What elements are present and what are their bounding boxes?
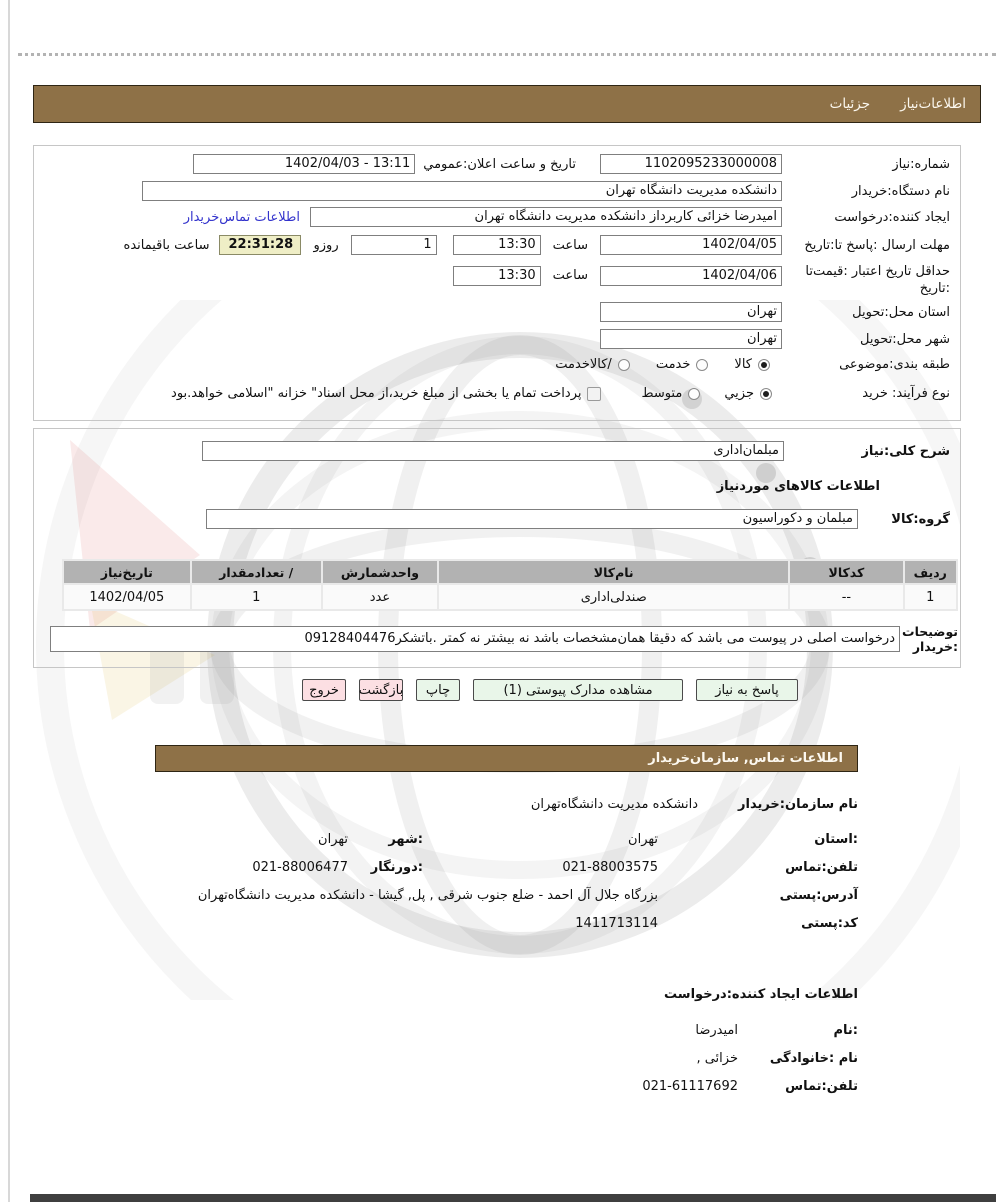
- col-quantity: / تعدادمقدار: [192, 561, 321, 583]
- delivery-province-label: استان محل:تحویل: [852, 304, 950, 320]
- back-button[interactable]: بازگشت: [359, 679, 403, 701]
- deadline-hour-label: ساعت: [552, 237, 588, 253]
- treasury-checkbox[interactable]: [587, 387, 601, 401]
- buyer-contact-section: [155, 782, 858, 942]
- cell-unit: عدد: [323, 585, 437, 609]
- validity-label: حداقل تاریخ اعتبار :قیمت‌تا :تاریخ: [805, 264, 950, 296]
- city-label: :شهر: [388, 831, 423, 847]
- cell-item-name: صندلی‌اداری: [439, 585, 788, 609]
- announce-input[interactable]: 1402/04/03 - 13:11: [193, 154, 415, 174]
- city-value: تهران: [318, 831, 348, 847]
- address-value: بزرگاه جلال آل احمد - ضلع جنوب شرقی , پل, گیشا - دانشکده مدیریت دانشگاه‌تهران: [197, 887, 658, 903]
- cell-item-code: --: [790, 585, 902, 609]
- cell-quantity: 1: [192, 585, 321, 609]
- deadline-date-input[interactable]: 1402/04/05: [600, 235, 782, 255]
- goods-group-label: گروه:کالا: [891, 511, 950, 527]
- cell-row-number: 1: [905, 585, 956, 609]
- postal-code-label: کد:پستی: [801, 915, 858, 931]
- treasury-checkbox-label: پرداخت تمام یا بخشی از مبلغ خرید،از محل اسناد" خزانه "اسلامی خواهد.بود: [171, 386, 582, 401]
- need-number-label: شماره:نیاز: [892, 156, 950, 172]
- phone-label: تلفن:تماس: [785, 859, 858, 875]
- creator-phone-label: تلفن:تماس: [785, 1078, 858, 1094]
- org-input[interactable]: دانشکده مدیریت دانشگاه تهران: [142, 181, 782, 201]
- tab-need-info[interactable]: اطلاعات‌نیاز: [900, 96, 966, 112]
- address-label: آدرس:پستی: [779, 887, 858, 903]
- org-name-value: دانشکده مدیریت دانشگاه‌تهران: [530, 796, 698, 812]
- radio-medium[interactable]: [688, 388, 700, 400]
- col-unit: واحدشمارش: [323, 561, 437, 583]
- reply-to-need-button[interactable]: پاسخ به نیاز: [696, 679, 798, 701]
- radio-service-label: خدمت: [655, 357, 691, 372]
- creator-family-value: خزائی ,: [696, 1050, 738, 1066]
- remaining-timer: 22:31:28: [219, 235, 301, 255]
- need-description-label: شرح کلی:نیاز: [861, 443, 950, 459]
- col-row-number: ردیف: [905, 561, 956, 583]
- validity-date-input[interactable]: 1402/04/06: [600, 266, 782, 286]
- deadline-time-input[interactable]: 13:30: [453, 235, 541, 255]
- remaining-label: ساعت باقیمانده: [123, 237, 210, 253]
- delivery-city-label: شهر محل:تحویل: [860, 331, 950, 347]
- creator-family-label: نام :خانوادگی: [769, 1050, 858, 1066]
- buyer-contact-header: اطلاعات تماس, سازمان‌خریدار: [155, 745, 858, 772]
- items-table: [62, 559, 958, 611]
- classification-label: طبقه بندی:موضوعی: [839, 357, 950, 372]
- org-name-label: نام سازمان:خریدار: [738, 796, 858, 812]
- radio-service[interactable]: [696, 359, 708, 371]
- action-buttons: [212, 679, 798, 703]
- dotted-separator: [18, 53, 996, 56]
- province-label: :استان: [814, 831, 858, 847]
- deadline-label: مهلت ارسال :پاسخ تا:تاریخ: [804, 237, 950, 253]
- delivery-city-input[interactable]: تهران: [600, 329, 782, 349]
- radio-minor-label: جزیي: [724, 386, 754, 401]
- radio-minor-selected[interactable]: [760, 388, 772, 400]
- radio-medium-label: متوسط: [641, 386, 683, 401]
- buyer-contact-link[interactable]: اطلاعات تماس‌خریدار: [183, 209, 300, 225]
- org-label: نام دستگاه:خریدار: [851, 183, 950, 199]
- fax-value: 021-88006477: [252, 859, 348, 875]
- cell-need-date: 1402/04/05: [64, 585, 190, 609]
- creator-phone-value: 021-61117692: [642, 1078, 738, 1094]
- exit-button[interactable]: خروج: [302, 679, 346, 701]
- need-description-input[interactable]: مبلمان‌اداری: [202, 441, 784, 461]
- goods-group-input[interactable]: مبلمان و دکوراسیون: [206, 509, 858, 529]
- goods-info-heading: اطلاعات کالاهای موردنیاز: [716, 479, 880, 494]
- buyer-notes-label: توضیحات :خریدار: [902, 624, 958, 654]
- table-row[interactable]: [64, 585, 956, 609]
- need-number-input[interactable]: 1102095233000008: [600, 154, 782, 174]
- print-button[interactable]: چاپ: [416, 679, 460, 701]
- request-creator-input[interactable]: امیدرضا خزائی کاربرداز دانشکده مدیریت دانشگاه تهران: [310, 207, 782, 227]
- radio-goods-service[interactable]: [618, 359, 630, 371]
- validity-time-input[interactable]: 13:30: [453, 266, 541, 286]
- bottom-bar: [30, 1194, 996, 1202]
- need-items-panel: [33, 428, 961, 668]
- view-attachments-button[interactable]: مشاهده مدارک پیوستی (1): [473, 679, 683, 701]
- days-label: روزو: [313, 237, 339, 253]
- creator-name-label: :نام: [833, 1022, 858, 1038]
- col-need-date: تاریخ‌نیاز: [64, 561, 190, 583]
- creator-heading: اطلاعات ایجاد کننده:درخواست: [664, 986, 858, 1002]
- top-tab-bar: [33, 85, 981, 123]
- announce-label: تاریخ و ساعت اعلان:عمومي: [423, 156, 576, 172]
- col-item-code: کدکالا: [790, 561, 902, 583]
- request-creator-label: ایجاد کننده:درخواست: [834, 209, 950, 225]
- request-creator-section: [155, 983, 858, 1113]
- province-value: تهران: [628, 831, 658, 847]
- days-input[interactable]: 1: [351, 235, 437, 255]
- validity-hour-label: ساعت: [552, 268, 588, 283]
- radio-goods-service-label: /کالاخدمت: [555, 357, 612, 372]
- buyer-notes-input[interactable]: درخواست اصلی در پیوست می باشد که دقیقا همان‌مشخصات باشد نه بیشتر نه کمتر .باتشکر09128404476: [50, 626, 900, 652]
- radio-goods-label: کالا: [734, 357, 752, 372]
- phone-value: 021-88003575: [562, 859, 658, 875]
- items-table-header-row: [64, 561, 956, 583]
- need-header-panel: [33, 145, 961, 421]
- process-type-label: نوع فرآیند: خرید: [862, 386, 950, 401]
- fax-label: :دورنگار: [370, 859, 423, 875]
- col-item-name: نام‌کالا: [439, 561, 788, 583]
- tab-details[interactable]: جزئیات: [829, 96, 871, 112]
- radio-goods-selected[interactable]: [758, 359, 770, 371]
- delivery-province-input[interactable]: تهران: [600, 302, 782, 322]
- creator-name-value: امیدرضا: [695, 1022, 738, 1038]
- page-left-border: [8, 0, 10, 1202]
- postal-code-value: 1411713114: [575, 915, 658, 931]
